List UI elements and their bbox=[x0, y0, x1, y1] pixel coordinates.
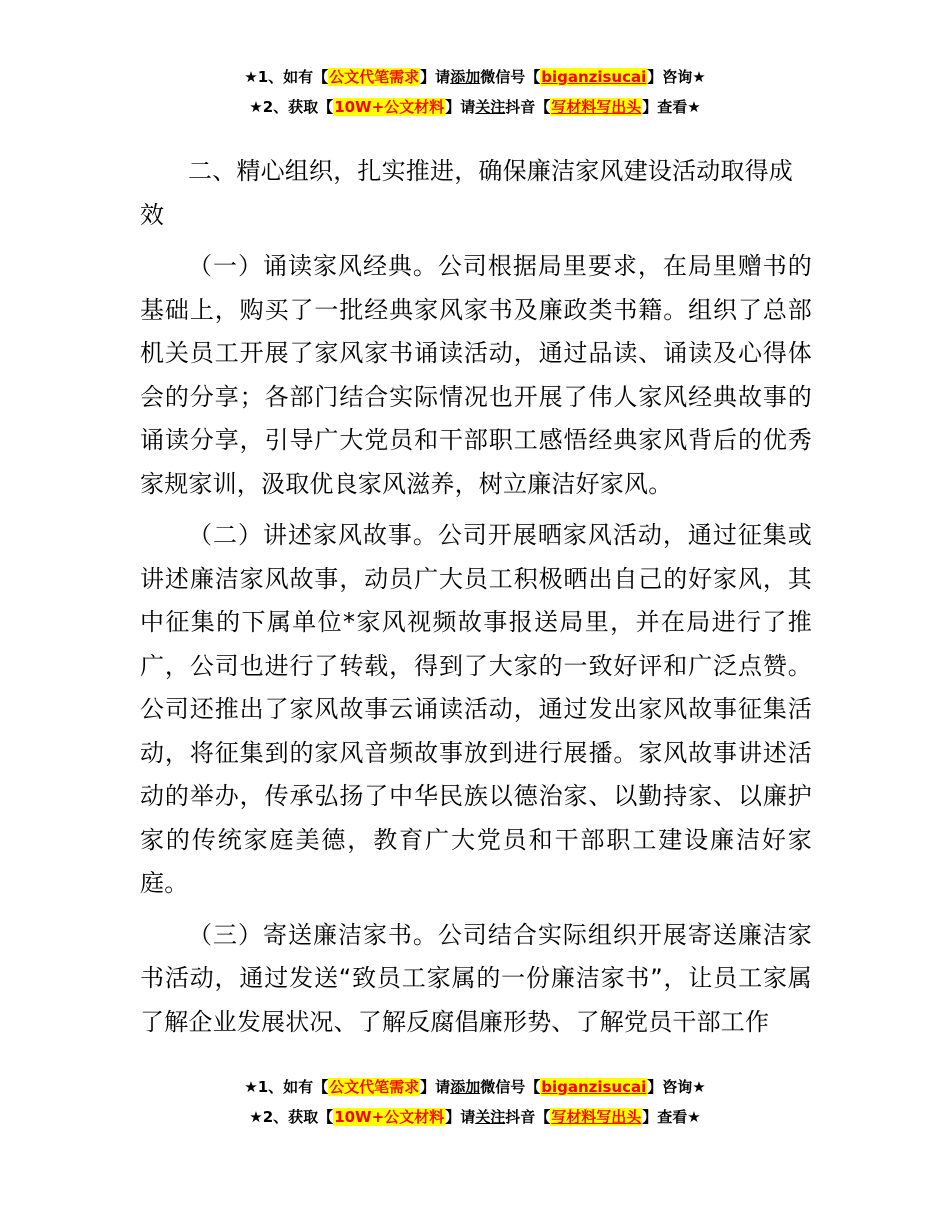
underlined-text: 关注 bbox=[475, 98, 506, 116]
banner-line-2 bbox=[0, 1102, 950, 1132]
banner-text: 抖音【 bbox=[505, 1108, 551, 1126]
highlight-service: 公文代笔需求 bbox=[329, 68, 420, 86]
banner-text: ★1、如有【 bbox=[244, 68, 329, 86]
paragraph-family-letters: （三）寄送廉洁家书。公司结合实际组织开展寄送廉洁家书活动，通过发送“致员工家属的一份廉洁家书”，让员工家属了解企业发展状况、了解反腐倡廉形势、了解党员干部工作 bbox=[140, 920, 812, 1036]
banner-line-1 bbox=[0, 1072, 950, 1102]
banner-text: ★1、如有【 bbox=[244, 1078, 329, 1096]
paragraph-family-stories: （二）讲述家风故事。公司开展晒家风活动，通过征集或讲述廉洁家风故事，动员广大员工积极晒出自己的好家风，其中征集的下属单位*家风视频故事报送局里，并在局进行了推广，公司也进行了转载，得到了大家的一致好评和广泛点赞。公司还推出了家风故事云诵读活动，通过发出家风故事征集活动，将征集到的家风音频故事放到进行展播。家风故事讲述活动的举办，传承弘扬了中华民族以德治家、以勤持家、以廉护家的传统家庭美德，教育广大党员和干部职工建设廉洁好家庭。 bbox=[140, 521, 812, 897]
underlined-text: 添加 bbox=[450, 1078, 481, 1096]
underlined-text: 添加 bbox=[450, 68, 481, 86]
bottom-banner bbox=[0, 1072, 950, 1132]
highlight-service: 公文代笔需求 bbox=[329, 1078, 420, 1096]
banner-text: ★2、获取【 bbox=[249, 98, 334, 116]
highlight-materials: 10W+公文材料 bbox=[334, 1108, 445, 1126]
banner-text: 】查看★ bbox=[642, 1108, 701, 1126]
wechat-id: biganzisucai bbox=[541, 1078, 647, 1096]
banner-text: 微信号【 bbox=[480, 1078, 541, 1096]
douyin-id: 写材料写出头 bbox=[551, 98, 642, 116]
banner-line-1 bbox=[0, 62, 950, 92]
wechat-id: biganzisucai bbox=[541, 68, 647, 86]
banner-text: 微信号【 bbox=[480, 68, 541, 86]
banner-line-2 bbox=[0, 92, 950, 122]
banner-text: 】请 bbox=[420, 68, 451, 86]
banner-text: 】咨询★ bbox=[647, 1078, 706, 1096]
paragraph-recite-classics: （一）诵读家风经典。公司根据局里要求，在局里赠书的基础上，购买了一批经典家风家书及廉政类书籍。组织了总部机关员工开展了家风家书诵读活动，通过品读、诵读及心得体会的分享；各部门结合实际情况也开展了伟人家风经典故事的诵读分享，引导广大党员和干部职工感悟经典家风背后的优秀家规家训，汲取优良家风滋养，树立廉洁好家风。 bbox=[140, 252, 812, 498]
underlined-text: 关注 bbox=[475, 1108, 506, 1126]
banner-text: 抖音【 bbox=[505, 98, 551, 116]
section-heading: 二、精心组织，扎实推进，确保廉洁家风建设活动取得成效 bbox=[140, 157, 793, 229]
top-banner bbox=[0, 62, 950, 122]
banner-text: 】请 bbox=[445, 1108, 476, 1126]
banner-text: 】查看★ bbox=[642, 98, 701, 116]
banner-text: ★2、获取【 bbox=[249, 1108, 334, 1126]
douyin-id: 写材料写出头 bbox=[551, 1108, 642, 1126]
banner-text: 】请 bbox=[445, 98, 476, 116]
highlight-materials: 10W+公文材料 bbox=[334, 98, 445, 116]
banner-text: 】请 bbox=[420, 1078, 451, 1096]
document-body bbox=[140, 150, 812, 1052]
banner-text: 】咨询★ bbox=[647, 68, 706, 86]
